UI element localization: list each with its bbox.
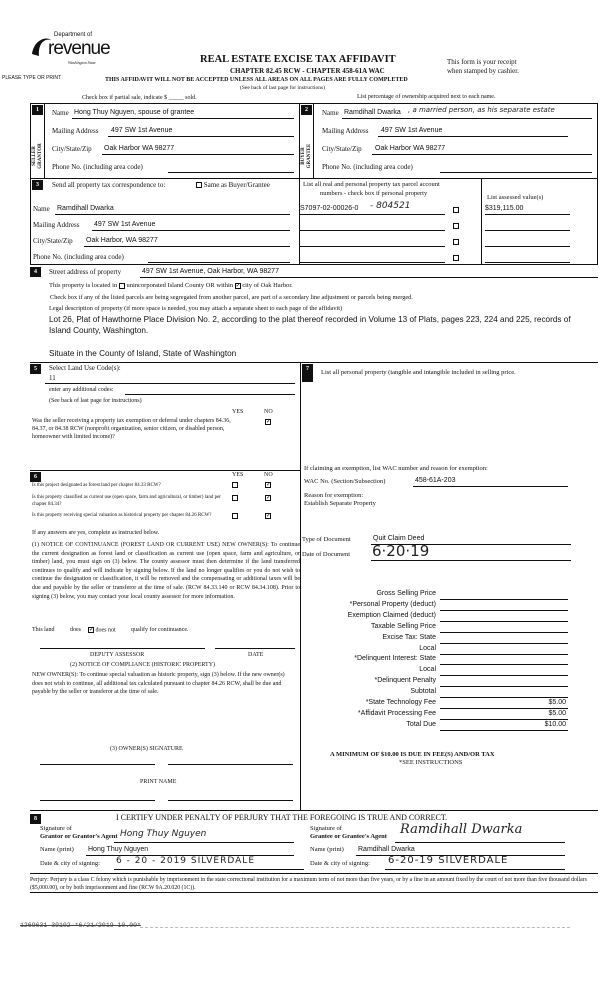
dor-logo <box>30 30 110 74</box>
section-number: 4 <box>30 267 41 277</box>
label: Mailing Address <box>322 127 369 135</box>
buyer-name-handwritten: , a married person, as his separate estate <box>408 106 555 114</box>
grantor-name[interactable]: Hong Thuy Nguyen <box>88 846 149 853</box>
see-back: (See back of last page for instructions) <box>49 398 142 404</box>
section-number: 2 <box>301 105 312 115</box>
wac-label: WAC No. (Section/Subsection) <box>304 478 386 485</box>
field-line <box>84 246 290 247</box>
no-header: NO <box>264 409 273 415</box>
value-header: List assessed value(s) <box>487 194 544 201</box>
does-not-checkbox[interactable]: ✓ does not <box>89 627 116 634</box>
print-name-label: PRINT NAME <box>140 779 177 785</box>
section-number: 5 <box>30 364 41 374</box>
buyer-side-label: BUYER GRANTEE <box>301 143 312 169</box>
seller-name[interactable]: Hong Thuy Nguyen, spouse of grantee <box>74 109 195 116</box>
buyer-name[interactable]: Ramdihall Dwarka <box>344 109 401 116</box>
cashier-stamp: 1269631 39102 *6/21/2019 10.00* <box>20 922 141 929</box>
label: Date & city of signing: <box>40 860 100 867</box>
located-row <box>49 282 293 289</box>
this-land-label: This land <box>32 627 55 633</box>
fee-label: *Affidavit Processing Fee <box>357 709 436 717</box>
fee-label: *Delinquent Penalty <box>374 677 436 685</box>
divider <box>30 362 598 363</box>
parcel-header-1: List all real and personal property tax parcel account <box>303 181 440 188</box>
fee-value[interactable]: $5.00 <box>548 709 566 717</box>
warning: THIS AFFIDAVIT WILL NOT BE ACCEPTED UNLESS ALL AREAS ON ALL PAGES ARE FULLY COMPLETED <box>105 77 408 83</box>
fee-label: Taxable Selling Price <box>371 622 436 630</box>
label: Name <box>33 205 50 213</box>
same-as-label: Same as Buyer/Grantee <box>203 181 270 189</box>
divider <box>30 892 598 893</box>
legal-label: Legal description of property (if more space is needed, you may attach a separate sheet to each page of the affidavit) <box>49 305 343 312</box>
fee-label: Exemption Claimed (deduct) <box>347 611 436 619</box>
personal-property-label: List all personal property (tangible and intangible included in selling price. <box>321 369 516 376</box>
field-line <box>440 632 568 633</box>
section-number: 8 <box>30 814 41 824</box>
correspondence-phone[interactable] <box>148 262 290 263</box>
label: This property is located in <box>49 282 118 289</box>
label: Phone No. (including area code) <box>322 163 413 171</box>
field-line <box>114 842 294 843</box>
personal-property-checkbox[interactable] <box>453 206 459 214</box>
seller-address[interactable]: 497 SW 1st Avenue <box>111 127 173 134</box>
label: Name (print) <box>310 846 344 853</box>
doc-type-label: Type of Document <box>302 536 351 543</box>
receipt-note-2: when stamped by cashier. <box>447 67 519 75</box>
current-use-question: Is this property classified as current use (open space, farm and agricultural, or timber) land per chapter 84.34? <box>32 495 221 507</box>
exemption-question: Was the seller receiving a property tax exemption or deferral under chapters 84.36, 84.37, or 84.38 RCW (nonprofit organization, senior citizen, or disabled person, homeowner with limited income)? <box>32 418 231 440</box>
label: City/State/Zip <box>33 237 73 245</box>
field-line <box>342 118 592 119</box>
parcel-number[interactable]: S7097-02-00026-0 <box>300 205 359 212</box>
logo-dept: Department of <box>54 32 93 38</box>
historic-question: Is this property receiving special valuation as historical property per chapter 84.26 RCW? <box>32 513 212 518</box>
label: does not <box>95 627 116 634</box>
buyer-city[interactable]: Oak Harbor WA 98277 <box>375 145 446 152</box>
additional-label: enter any additional codes: <box>49 387 114 393</box>
wac-number[interactable]: 458-61A-203 <box>415 477 456 484</box>
fee-label: Excise Tax: State <box>382 633 436 641</box>
correspondence-name[interactable]: Ramdihall Dwarka <box>57 205 114 212</box>
divider <box>300 362 301 810</box>
field-line <box>372 154 592 155</box>
property-street[interactable]: 497 SW 1st Avenue, Oak Harbor, WA 98277 <box>142 268 279 275</box>
divider <box>481 178 482 265</box>
field-line <box>413 486 568 487</box>
label: Grantor or Grantor's Agent <box>40 833 118 840</box>
historic-no-checkbox[interactable]: ✓ <box>266 513 272 520</box>
unincorporated-checkbox[interactable] <box>119 283 125 289</box>
field-line <box>440 675 568 676</box>
label: city of Oak Harbor. <box>242 282 293 289</box>
personal-property-checkbox[interactable] <box>453 238 459 246</box>
doc-type[interactable]: Quit Claim Deed <box>373 535 425 542</box>
correspondence-address[interactable]: 497 SW 1st Avenue <box>94 221 156 228</box>
section-number: 6 <box>30 472 41 482</box>
field-line <box>440 719 568 720</box>
field-line <box>55 214 290 215</box>
date-label: DATE <box>248 652 264 658</box>
partial-sale: Check box if partial sale, indicate $ _____ sold. <box>82 95 197 101</box>
fee-label: *State Technology Fee <box>365 699 436 706</box>
fee-label: *Personal Property (deduct) <box>349 600 436 608</box>
field-line <box>440 599 568 600</box>
receipt-note-1: This form is your receipt <box>447 58 517 66</box>
field-line <box>485 230 570 231</box>
current-use-no-checkbox[interactable]: ✓ <box>266 495 272 502</box>
field-line <box>140 277 598 278</box>
does-option[interactable]: does <box>70 627 81 633</box>
divider <box>30 873 598 874</box>
additional-codes-input[interactable] <box>125 394 295 395</box>
personal-property-checkbox[interactable] <box>453 222 459 230</box>
fee-label: Total Due <box>406 720 436 728</box>
yes-header: YES <box>232 409 244 415</box>
situate: Situate in the County of Island, State of Washington <box>49 349 237 358</box>
forest-yes-checkbox[interactable] <box>232 481 238 489</box>
field-line <box>485 214 570 215</box>
deputy-assessor-line[interactable] <box>40 648 205 649</box>
field-line <box>440 686 568 687</box>
form-chapter: CHAPTER 82.45 RCW - CHAPTER 458-61A WAC <box>230 67 385 75</box>
field-line <box>371 560 571 561</box>
if-yes-note: If any answers are yes, complete as instructed below. <box>32 530 160 536</box>
seller-side-label: SELLER GRANTOR <box>32 143 43 169</box>
parcel-header-2: numbers - check box if personal property <box>320 190 428 197</box>
section-number: 1 <box>32 105 43 115</box>
fee-value[interactable]: $10.00 <box>544 720 566 728</box>
logo-name: revenue <box>48 38 110 59</box>
grantor-signature[interactable]: Hong Thuy Nguyen <box>120 829 207 839</box>
fee-label: Local <box>419 666 436 674</box>
field-line <box>440 610 568 611</box>
field-line <box>395 842 565 843</box>
historic-yes-checkbox[interactable] <box>232 512 238 520</box>
forest-question: Is this project designated as forest land per chapter 84.33 RCW? <box>32 483 161 488</box>
qualify-label: qualify for continuance. <box>131 627 189 633</box>
assessed-value[interactable]: $319,115.00 <box>485 205 524 212</box>
divider <box>140 927 570 928</box>
label: Signature of <box>310 825 342 832</box>
correspondence-city[interactable]: Oak Harbor, WA 98277 <box>86 237 158 244</box>
see-instructions: *SEE INSTRUCTIONS <box>399 759 463 766</box>
notice-continuance: (1) NOTICE OF CONTINUANCE (FOREST LAND OR CURRENT USE) NEW OWNER(S): To continue the current designation as forest land or classification as current use (open space, farm and agriculture, or timber) land, you must sign on (3) below. The county assessor must then determine if the land transferred continues to qualify and will indicate by signing below. If the land no longer qualifies or you do not wish to continue the designation or classification, it will be removed and the compensating or additional taxes will be due and payable by the seller or transferor at the time of sale. (RCW 84.33.140 or RCW 84.34.108). Prior to signing (3) below, you may contact your local county assessor for more information. <box>32 542 300 600</box>
field-line <box>385 869 565 870</box>
divider <box>30 470 300 471</box>
field-line <box>72 118 294 119</box>
label: Date & city of signing: <box>310 860 370 867</box>
fee-label: *Delinquent Interest: State <box>354 655 436 663</box>
divider <box>30 178 598 179</box>
parcel-handwritten: - 804521 <box>370 201 411 211</box>
segregated-note: Check box if any of the listed parcels are being segregated from another parcel, are part of a secondary line adjustment or parcels being merged. <box>50 294 413 301</box>
buyer-address[interactable]: 497 SW 1st Avenue <box>381 127 443 134</box>
legal-description[interactable]: Lot 26, Plat of Hawthorne Place Division No. 2, according to the plat thereof recorded in Volume 13 of Plats, pages 223, 224 and 225, records of Island County, Washington. <box>49 315 571 335</box>
field-line <box>378 136 568 137</box>
field-line <box>440 621 568 622</box>
owner-signature-line[interactable] <box>168 764 293 765</box>
label: Phone No. (including area code) <box>33 253 124 261</box>
logo-state: Washington State <box>68 60 96 65</box>
label: City/State/Zip <box>322 145 362 153</box>
personal-property-checkbox[interactable] <box>453 254 459 262</box>
print-name-line[interactable] <box>40 800 155 801</box>
owner-signature-line[interactable] <box>40 764 155 765</box>
yes-header: YES <box>232 472 244 478</box>
minimum-note: A MINIMUM OF $10.00 IS DUE IN FEE(S) AND/OR TAX <box>330 751 495 758</box>
fee-label: Subtotal <box>410 688 436 696</box>
certify-statement: I CERTIFY UNDER PENALTY OF PERJURY THAT THE FOREGOING IS TRUE AND CORRECT. <box>116 813 448 822</box>
same-as-buyer-checkbox[interactable] <box>196 181 270 189</box>
fee-label: Local <box>419 644 436 652</box>
field-line <box>300 214 445 215</box>
seller-phone[interactable] <box>168 172 294 173</box>
field-line <box>300 262 445 263</box>
exemption-no-checkbox[interactable]: ✓ <box>266 419 272 426</box>
seller-city[interactable]: Oak Harbor WA 98277 <box>104 145 175 152</box>
doc-date-label: Date of Document <box>302 551 351 558</box>
field-line <box>440 730 568 731</box>
reason-label: Reason for exemption: <box>304 492 364 499</box>
notice-compliance-title: (2) NOTICE OF COMPLIANCE (HISTORIC PROPERTY) <box>70 662 216 668</box>
notice-compliance: NEW OWNER(S): To continue special valuation as historic property, sign (3) below. If the new owner(s) does not wish to continue, all additional tax calculated pursuant to chapter 84.26 RCW, shall be due and payable by the seller or transferor at the time of sale. <box>32 672 285 696</box>
field-line <box>300 230 445 231</box>
perjury-note: Perjury: Perjury is a class C felony which is punishable by imprisonment in the state correctional institution for a maximum term of not more than five years, or by a fine in an amount fixed by the court of not more than five thousand dollars ($5,000.00), or by both imprisonment and fine (RCW 9A.20.020 (1C)). <box>30 877 587 891</box>
label: Street address of property <box>49 268 122 276</box>
field-line <box>485 262 570 263</box>
grantor-date-city[interactable]: 6 - 20 - 2019 SILVERDALE <box>116 856 256 866</box>
owner-signature-label: (3) OWNER(S) SIGNATURE <box>110 746 183 752</box>
field-line <box>114 869 304 870</box>
buyer-phone[interactable] <box>440 172 592 173</box>
ownership-note: List percentage of ownership acquired next to each name. <box>357 94 496 100</box>
land-use-code[interactable]: 11 <box>49 374 56 382</box>
current-use-yes-checkbox[interactable] <box>232 494 238 502</box>
print-name-line[interactable] <box>168 800 293 801</box>
field-line <box>108 136 294 137</box>
see-back: (See back of last page for instructions) <box>240 85 325 91</box>
city-checkbox[interactable]: ✓ <box>235 282 241 289</box>
doc-date[interactable]: 6·20·19 <box>372 542 430 560</box>
label: City/State/Zip <box>52 145 92 153</box>
field-line <box>440 664 568 665</box>
divider <box>30 810 598 811</box>
grantee-name[interactable]: Ramdihall Dwarka <box>358 846 415 853</box>
label: Name (print) <box>40 846 74 853</box>
deputy-label: DEPUTY ASSESSOR <box>90 652 145 658</box>
label: Phone No. (including area code) <box>52 163 143 171</box>
label: Mailing Address <box>52 127 99 135</box>
label: unincorporated Island County OR within <box>126 282 233 289</box>
field-line <box>485 246 570 247</box>
label: Signature of <box>40 825 72 832</box>
date-line[interactable] <box>215 648 295 649</box>
field-line <box>440 643 568 644</box>
please-type: PLEASE TYPE OR PRINT <box>2 75 62 81</box>
exemption-label: If claiming an exemption, list WAC number and reason for exemption: <box>304 465 488 472</box>
forest-no-checkbox[interactable]: ✓ <box>266 482 272 489</box>
field-line <box>102 154 294 155</box>
label: Name <box>322 109 339 117</box>
reason-value[interactable]: Establish Separate Property <box>304 500 376 507</box>
label: Mailing Address <box>33 221 80 229</box>
field-line <box>440 654 568 655</box>
section-number: 7 <box>302 364 313 382</box>
form-title: REAL ESTATE EXCISE TAX AFFIDAVIT <box>200 54 396 65</box>
grantee-date-city[interactable]: 6-20-19 SILVERDALE <box>388 855 509 866</box>
label: Name <box>52 109 69 117</box>
field-line <box>300 246 445 247</box>
land-use-label: Select Land Use Code(s): <box>49 364 121 372</box>
fee-label: Gross Selling Price <box>376 590 436 597</box>
field-line <box>440 697 568 698</box>
no-header: NO <box>264 472 273 478</box>
correspondence-label: Send all property tax correspondence to: <box>52 181 166 189</box>
label: Grantee or Grantee's Agent <box>310 833 387 840</box>
fee-value[interactable]: $5.00 <box>548 699 566 706</box>
field-line <box>45 383 295 384</box>
grantee-signature[interactable]: Ramdihall Dwarka <box>400 822 523 837</box>
field-line <box>440 708 568 709</box>
field-line <box>92 230 290 231</box>
section-number: 3 <box>32 180 43 190</box>
